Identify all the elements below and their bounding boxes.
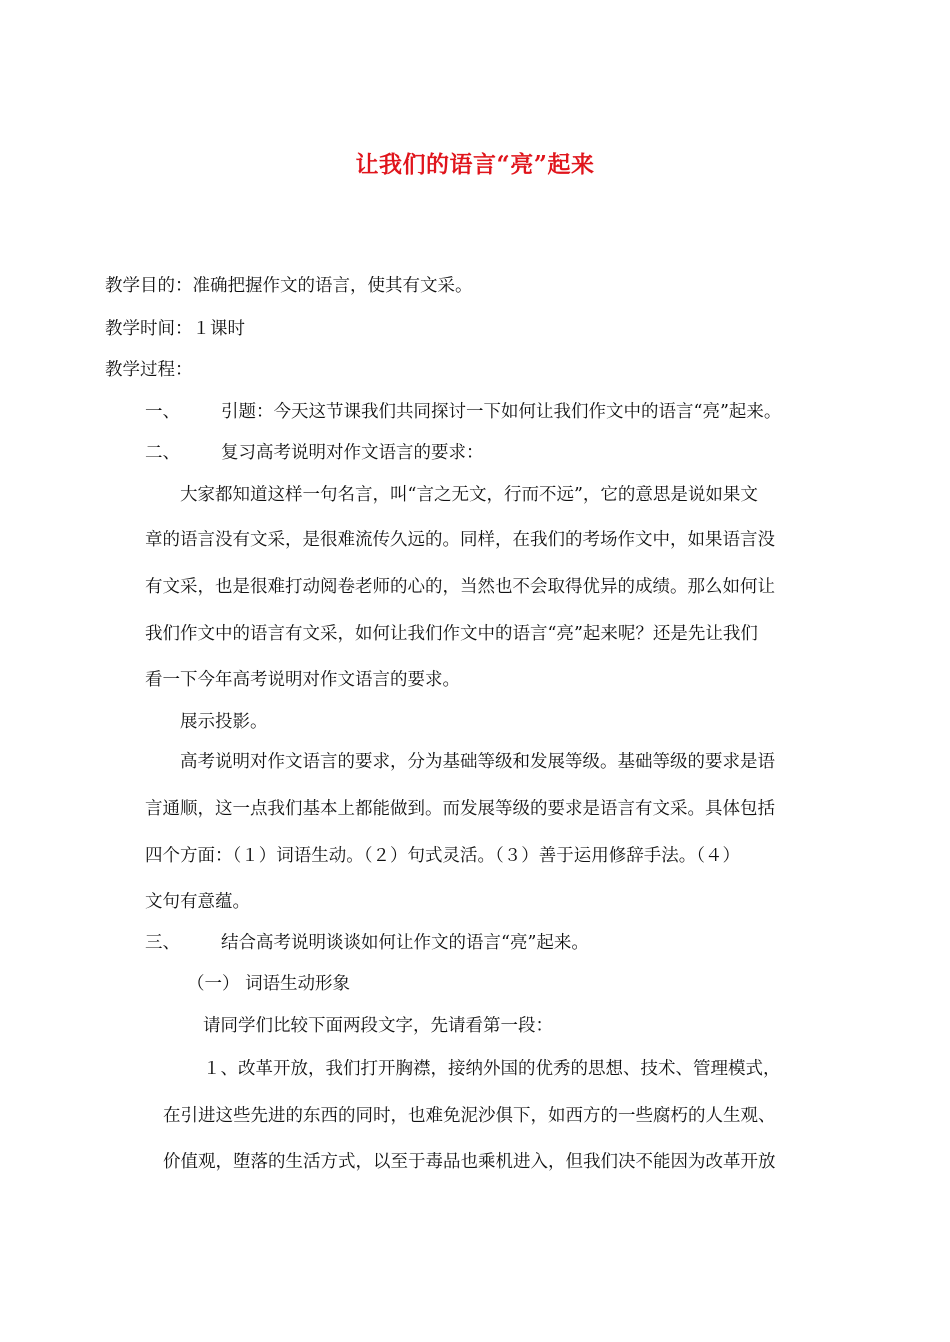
section-3 (145, 931, 589, 955)
paragraph-line: 言通顺，这一点我们基本上都能做到。而发展等级的要求是语言有文采。具体包括 (145, 799, 775, 819)
section-2 (145, 441, 484, 465)
section-text: 复习高考说明对作文语言的要求： (221, 443, 484, 463)
line-process: 教学过程： (105, 360, 193, 380)
section-1 (145, 400, 781, 424)
paragraph-line: 四个方面：（１）词语生动。（２）句式灵活。（３）善于运用修辞手法。（４） (145, 846, 740, 866)
section-number: 一、 (145, 402, 180, 422)
paragraph-line: 高考说明对作文语言的要求，分为基础等级和发展等级。基础等级的要求是语 (180, 752, 775, 772)
line-objective: 教学目的：准确把握作文的语言，使其有文采。 (105, 276, 473, 296)
line-time: 教学时间：１课时 (105, 319, 245, 339)
subheading: （一） 词语生动形象 (187, 974, 351, 994)
paragraph-line: 请同学们比较下面两段文字，先请看第一段： (203, 1016, 553, 1036)
section-text: 结合高考说明谈谈如何让作文的语言“亮”起来。 (221, 933, 589, 953)
paragraph-line: 价值观，堕落的生活方式，以至于毒品也乘机进入，但我们决不能因为改革开放 (163, 1152, 776, 1172)
paragraph-line: 章的语言没有文采，是很难流传久远的。同样，在我们的考场作文中，如果语言没 (145, 530, 775, 550)
paragraph-line: 展示投影。 (180, 712, 268, 732)
document-title: 让我们的语言“亮”起来 (355, 151, 595, 178)
section-number: 三、 (145, 933, 180, 953)
paragraph-line: 有文采，也是很难打动阅卷老师的心的，当然也不会取得优异的成绩。那么如何让 (145, 577, 775, 597)
paragraph-line: １、改革开放，我们打开胸襟，接纳外国的优秀的思想、技术、管理模式， (203, 1059, 781, 1079)
paragraph-line: 在引进这些先进的东西的同时，也难免泥沙俱下，如西方的一些腐朽的人生观、 (163, 1106, 776, 1126)
section-text: 引题：今天这节课我们共同探讨一下如何让我们作文中的语言“亮”起来。 (221, 402, 782, 422)
section-number: 二、 (145, 443, 180, 463)
paragraph-line: 文句有意蕴。 (145, 892, 250, 912)
paragraph-line: 大家都知道这样一句名言，叫“言之无文，行而不远”，它的意思是说如果文 (180, 485, 758, 505)
paragraph-line: 看一下今年高考说明对作文语言的要求。 (145, 670, 460, 690)
paragraph-line: 我们作文中的语言有文采，如何让我们作文中的语言“亮”起来呢？还是先让我们 (145, 624, 758, 644)
